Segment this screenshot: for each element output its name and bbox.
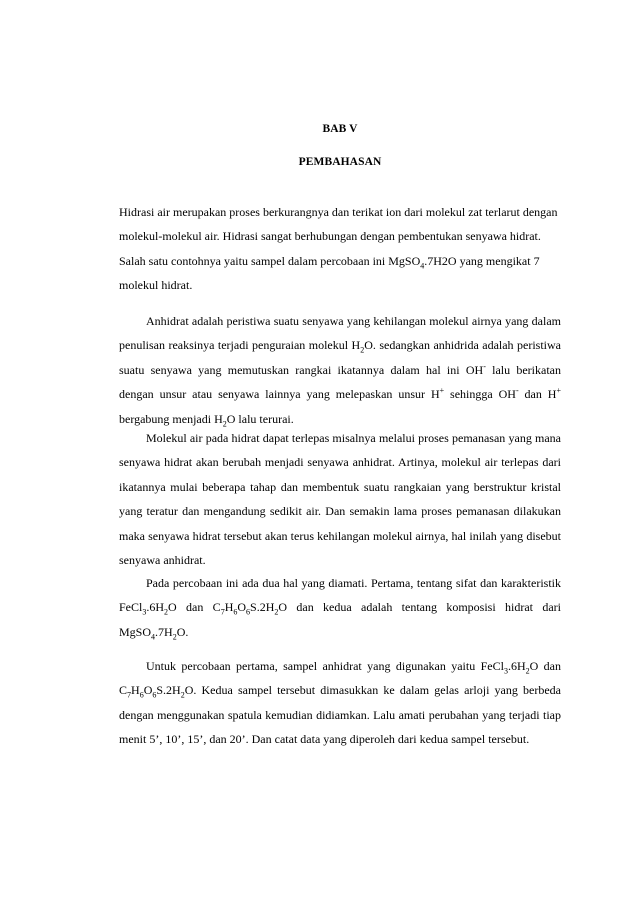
paragraph-percobaan-pertama: Untuk percobaan pertama, sampel anhidrat yang digunakan yaitu $FeCl_3.6H_2O$ dan $C_7H_6O_6S.2H_2O$. Kedua sampel tersebut dimasukkan ke dalam gelas arloji yang berbeda dengan menggunakan spatula kemudian didiamkan. Lalu amati perubahan yang terjadi tiap menit 5’, 10’, 15’, dan 20’. Dan catat data yang diperoleh dari kedua sampel tersebut. (119, 659, 561, 747)
chapter-title: PEMBAHASAN (298, 156, 382, 168)
paragraph-molekul-air: Molekul air pada hidrat dapat terlepas misalnya melalui proses pemanasan yang mana senyawa hidrat akan berubah menjadi senyawa anhidrat. Artinya, molekul air terlepas dari ikatannya mulai beberapa tahap dan membentuk suatu rangkaian yang berstruktur kristal yang teratur dan mengandung sedikit air. Dan semakin lama proses pemanasan dilakukan maka senyawa hidrat tersebut akan terus kehilangan molekul airnya, hal inilah yang disebut senyawa anhidrat. (119, 431, 561, 568)
paragraph-percobaan: Pada percobaan ini ada dua hal yang diamati. Pertama, tentang sifat dan karakteristik $FeCl_3.6H_2O$ dan $C_7H_6O_6S.2H_2O$ dan kedua adalah tentang komposisi hidrat dari $MgSO_4.7H_2O$. (119, 576, 561, 642)
paragraph-anhidrat: Anhidrat adalah peristiwa suatu senyawa yang kehilangan molekul airnya yang dalam penulisan reaksinya terjadi penguraian molekul $H_2O$. sedangkan anhidrida adalah peristiwa suatu senyawa yang memutuskan rangkai ikatannya dalam hal ini OH- lalu berikatan dengan unsur atau senyawa lainnya yang melepaskan unsur H+ sehingga OH- dan H+ bergabung menjadi $H_2O$ lalu terurai. (119, 314, 562, 429)
chapter-heading: BAB V (322, 123, 358, 135)
paragraph-hidrasi: Hidrasi air merupakan proses berkurangnya dan terikat ion dari molekul zat terlarut dengan molekul-molekul air. Hidrasi sangat berhubungan dengan pembentukan senyawa hidrat. Salah satu contohnya yaitu sampel dalam percobaan ini MgSO$_4$.7H2O yang mengikat 7 molekul hidrat. (119, 205, 558, 293)
